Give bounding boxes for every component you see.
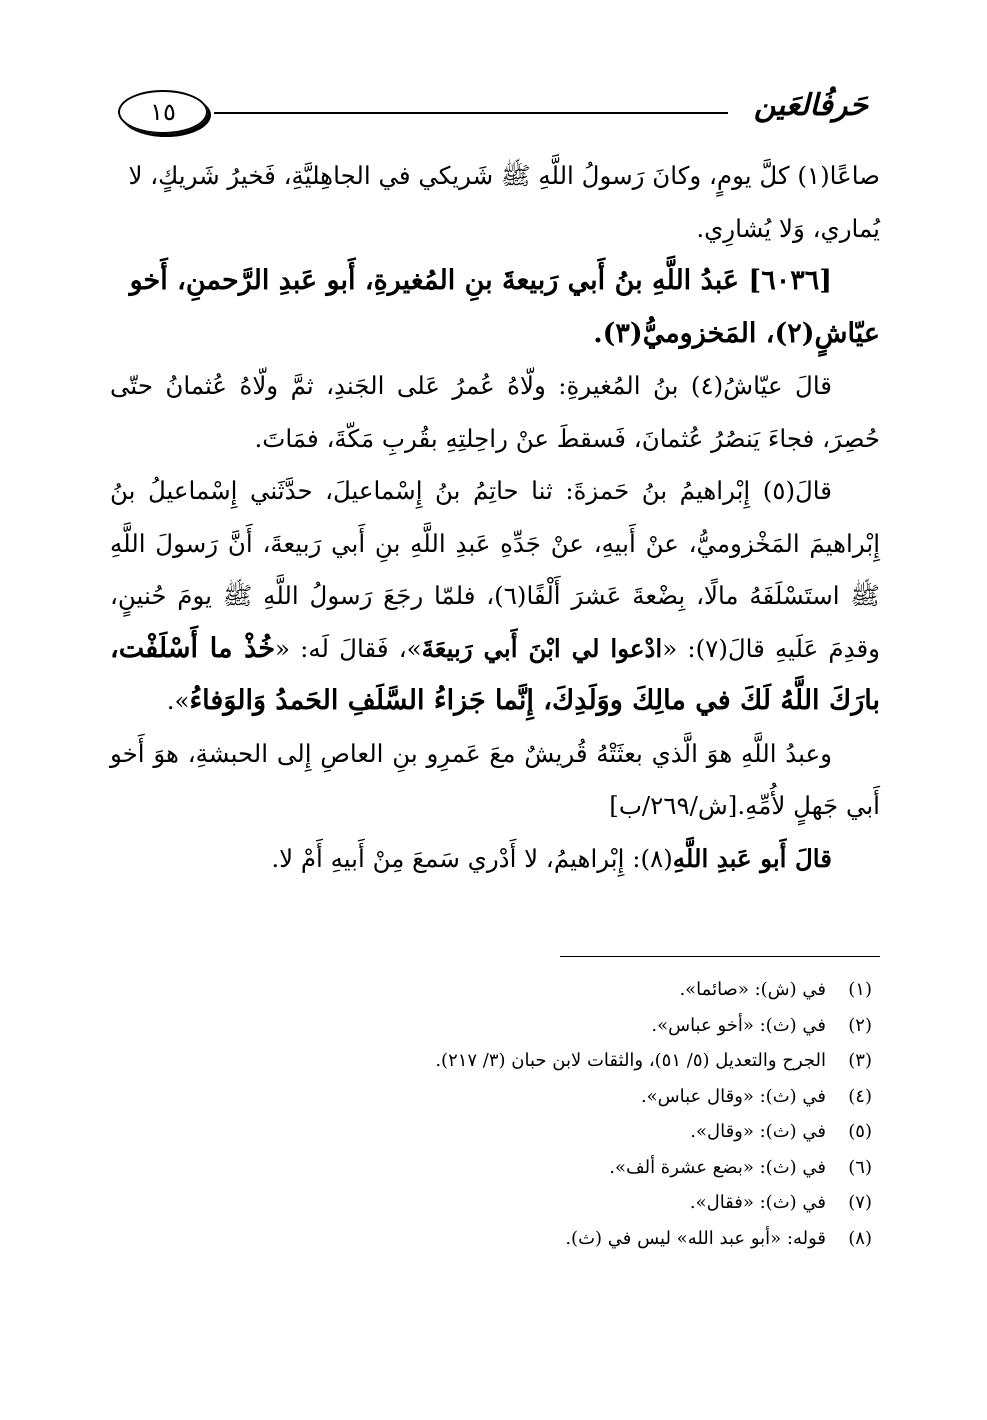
author-remark: قالَ أَبو عَبدِ اللَّهِ bbox=[672, 843, 832, 873]
entry-heading-line: عيّاشٍ(٢)، المَخزوميُّ(٣). bbox=[593, 317, 880, 349]
entry-heading bbox=[110, 255, 880, 360]
footnote-number: (٦) bbox=[848, 1156, 872, 1178]
footnote-separator bbox=[560, 956, 880, 957]
footnote-text: في (ث): «أخو عباس». bbox=[651, 1014, 826, 1036]
footnotes bbox=[110, 972, 872, 1256]
footnote-text: في (ث): «بضع عشرة ألف». bbox=[609, 1156, 826, 1178]
paragraph-closing bbox=[110, 833, 880, 886]
footnote bbox=[110, 1008, 872, 1044]
header-rule bbox=[214, 112, 728, 114]
footnote bbox=[110, 1079, 872, 1115]
footnote bbox=[110, 972, 872, 1008]
footnote bbox=[110, 1185, 872, 1221]
footnote-number: (٤) bbox=[848, 1085, 872, 1107]
footnote-number: (١) bbox=[848, 979, 872, 1000]
paragraph-hadith bbox=[110, 465, 880, 728]
hadith-quote-1: ادْعوا لي ابْنَ أَبي رَبيعَةَ bbox=[421, 633, 663, 663]
footnote-number: (٨) bbox=[848, 1227, 872, 1249]
remark-text: (٨): إِبْراهيمُ، لا أَدْري سَمعَ مِنْ أَبيهِ أَمْ لا. bbox=[271, 843, 673, 873]
footnote-text: في (ث): «فقال». bbox=[689, 1192, 826, 1213]
footnote-number: (٧) bbox=[848, 1192, 872, 1213]
page-header bbox=[118, 88, 868, 140]
footnote bbox=[110, 1150, 872, 1186]
footnote-number: (٣) bbox=[848, 1050, 872, 1071]
footnote-text: في (ث): «وقال عباس». bbox=[640, 1085, 826, 1107]
hadith-quote-2: خُذْ ما أَسْلَفْت، بارَكَ اللَّهُ لَكَ في مالِكَ ووَلَدِكَ، إِنَّما جَزاءُ السَّلَفِ الحَمدُ وَالوَفاءُ bbox=[110, 632, 880, 716]
page-number: ١٥ bbox=[118, 90, 208, 134]
footnote bbox=[110, 1114, 872, 1150]
text-line: صاعًا(١) كلَّ يومٍ، وكانَ رَسولُ اللَّهِ ﷺ شَريكي في الجاهِليَّةِ، فَخيرُ شَريكٍ، لا bbox=[128, 161, 880, 190]
footnote-text: قوله: «أبو عبد الله» ليس في (ث). bbox=[565, 1227, 826, 1249]
entry-heading-line: [٦٠٣٦] عَبدُ اللَّهِ بنُ أَبي رَبيعةَ بنِ المُغيرةِ، أَبو عَبدِ الرَّحمنِ، أَخو bbox=[129, 265, 832, 296]
footnote-text: الجرح والتعديل (٥/ ٥١)، والثقات لابن حبان (٣/ ٢١٧). bbox=[435, 1050, 826, 1071]
narration-text: »، فَقالَ لَه: « bbox=[275, 633, 422, 663]
paragraph: قالَ عيّاشُ(٤) بنُ المُغيرةِ: ولّاهُ عُمرُ عَلى الجَندِ، ثمَّ ولّاهُ عُثمانُ حتّى حُصِرَ، فجاءَ يَنصُرُ عُثمانَ، فَسقطَ عنْ راحِلتِهِ بقُربِ مَكّةَ، فمَاتَ. bbox=[110, 371, 880, 453]
footnote bbox=[110, 1221, 872, 1257]
paragraph-continued bbox=[110, 150, 880, 255]
text-line: يُماري، وَلا يُشارِي. bbox=[696, 213, 880, 243]
footnote-number: (٥) bbox=[848, 1121, 872, 1142]
footnote-number: (٢) bbox=[848, 1014, 872, 1036]
narration-text: ». bbox=[166, 686, 190, 715]
footnote-text: في (ش): «صائما». bbox=[679, 979, 826, 1000]
running-title: حَرفُالعَين bbox=[753, 88, 868, 123]
paragraph: وعبدُ اللَّهِ هوَ الَّذي بعثَتْهُ قُريشٌ معَ عَمرِو بنِ العاصِ إِلى الحبشةِ، هوَ أَخو أَبي جَهلٍ لأُمِّهِ.[ش/٢٦٩/ب] bbox=[110, 738, 880, 820]
main-text bbox=[110, 150, 880, 885]
narration-text: قالَ(٥) إِبْراهيمُ بنُ حَمزةَ: ثنا حاتِمُ بنُ إِسْماعيلَ، حدَّثَني إِسْماعيلُ بنُ إِبْراهيمَ المَخْزوميُّ، عنْ أَبيهِ، عنْ جَدِّهِ عَبدِ اللَّهِ بنِ أَبي رَبيعةَ، أَنَّ رَسولَ اللَّهِ ﷺ استَسْلَفَهُ مالًا، بِضْعةَ عَشرَ أَلْفًا(٦)، فلمّا رجَعَ رَسولُ اللَّهِ ﷺ يومَ حُنينٍ، وقدِمَ عَلَيهِ قالَ(٧): « bbox=[110, 476, 880, 663]
footnote-text: في (ث): «وقال». bbox=[690, 1121, 826, 1142]
footnote bbox=[110, 1043, 872, 1079]
